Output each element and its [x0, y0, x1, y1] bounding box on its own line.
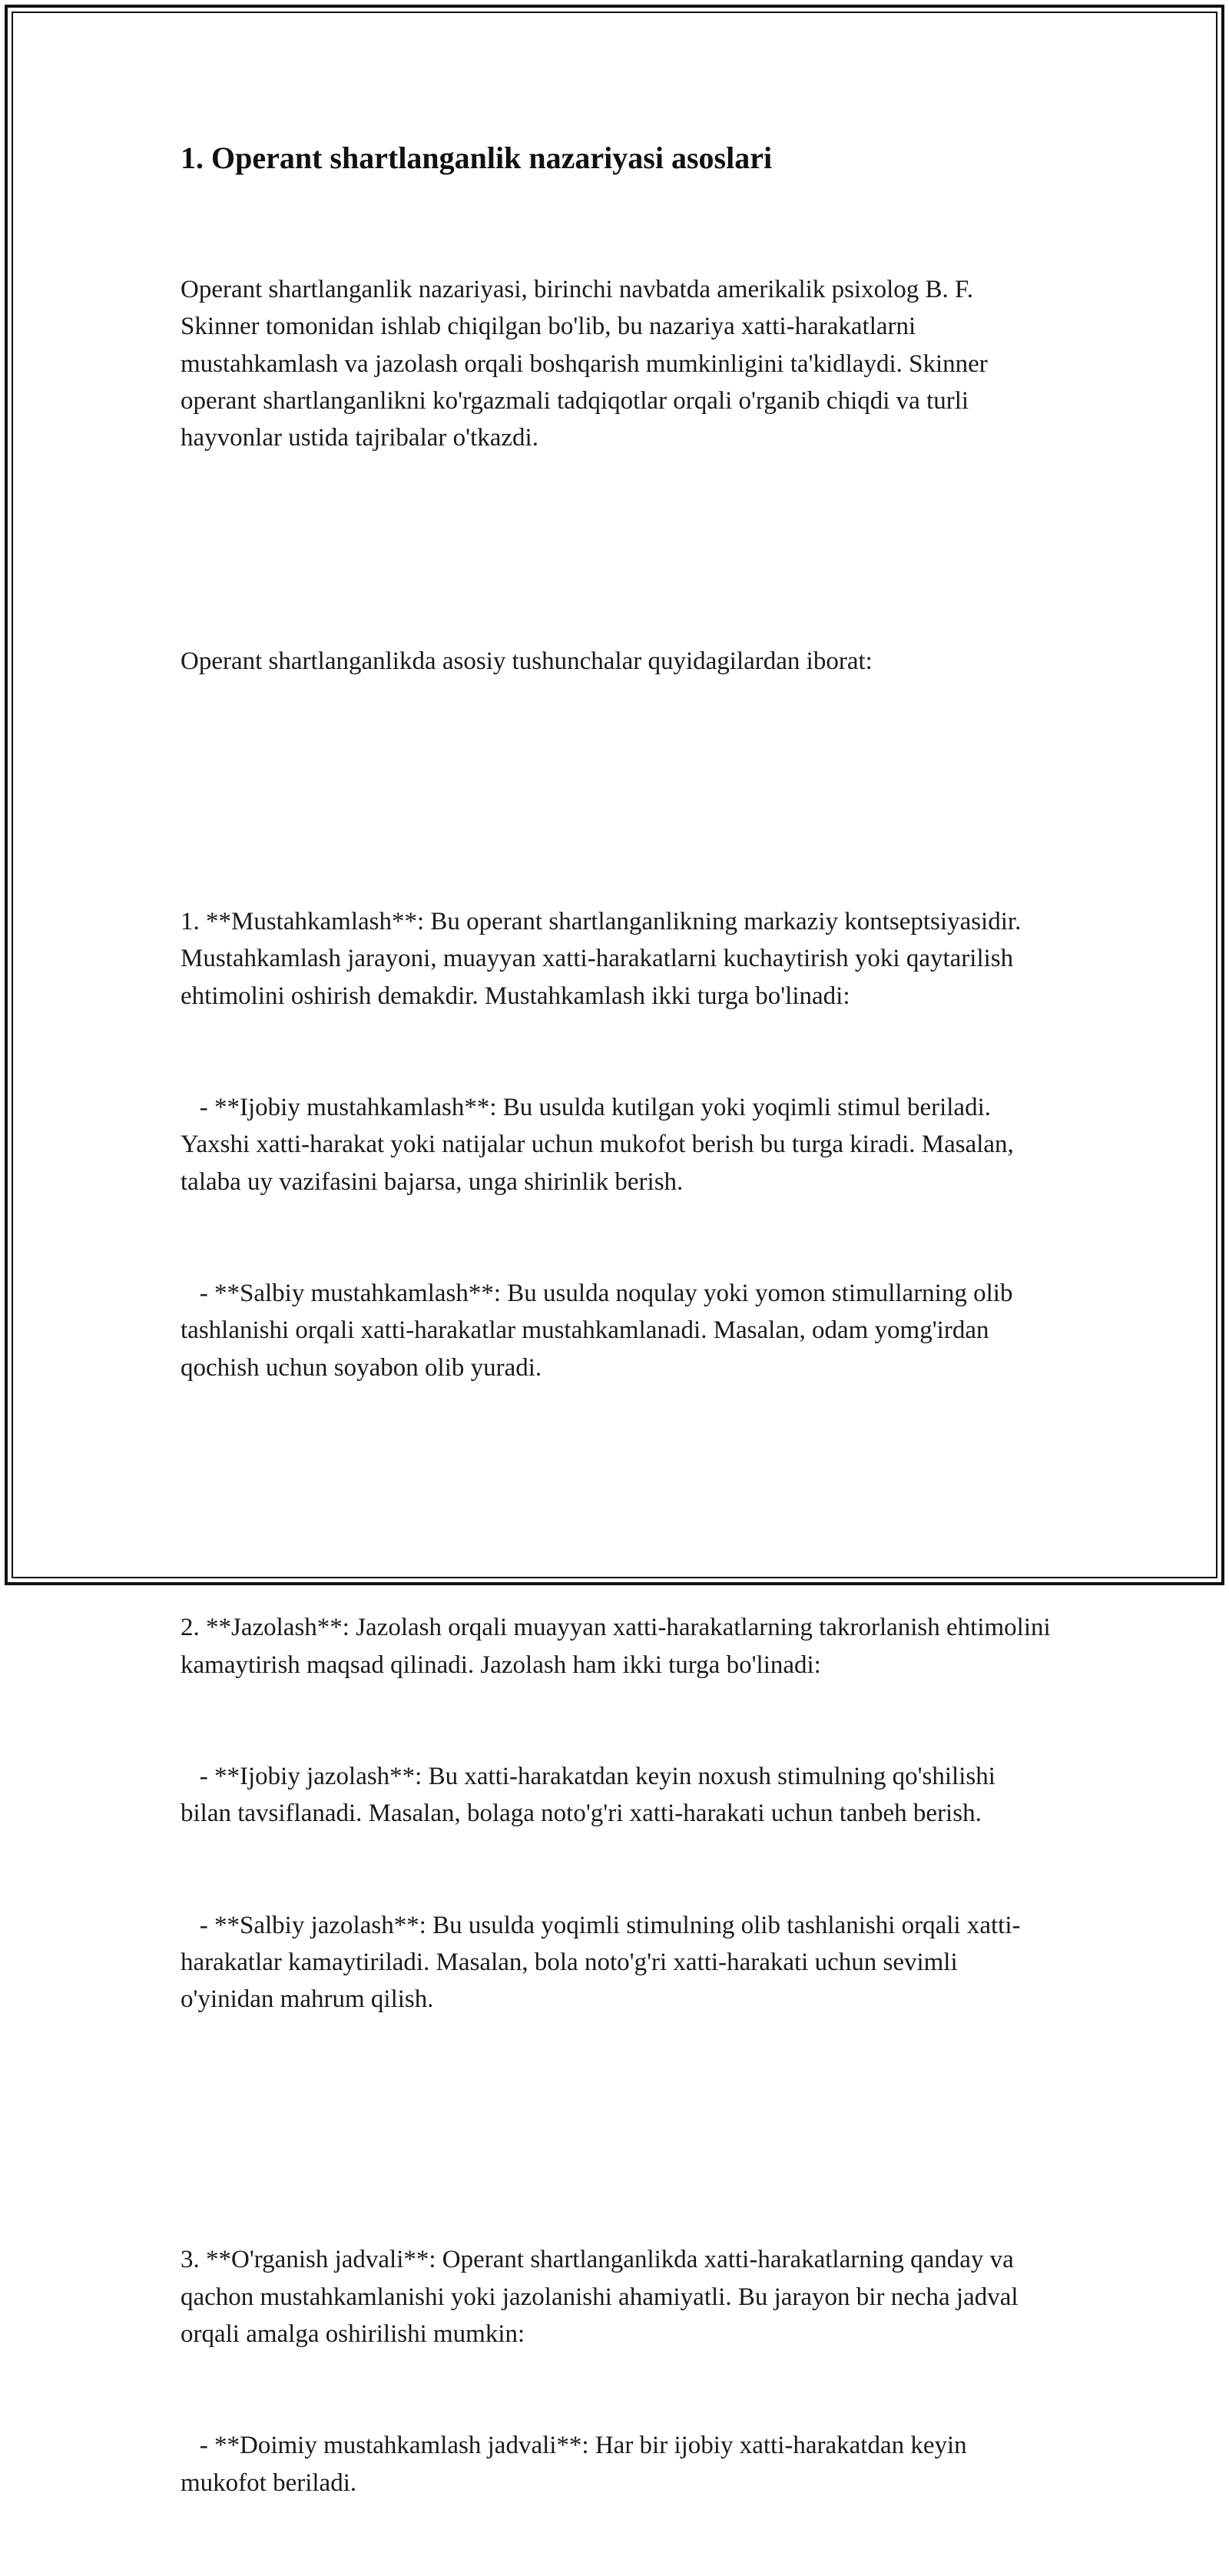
document-text — [181, 197, 1057, 2576]
paragraph-gap — [181, 1461, 1052, 1498]
paragraph-gap — [181, 531, 1052, 568]
sub-item-continuous-schedule: - **Doimiy mustahkamlash jadvali**: Har bir ijobiy xatti-harakatdan keyin mukofot beriladi. — [181, 2432, 973, 2497]
concepts-intro-paragraph: Operant shartlanganlikda asosiy tushunchalar quyidagilardan iborat: — [181, 647, 873, 675]
sub-item-negative-punishment: - **Salbiy jazolash**: Bu usulda yoqimli stimulning olib tashlanishi orqali xatti-harakatlar kamaytiriladi. Masalan, bola noto'g'ri xatti-harakati uchun sevimli o'yinidan mahrum qilish. — [181, 1911, 1021, 2014]
section-heading: 1. Operant shartlanganlik nazariyasi asoslari — [181, 141, 773, 175]
intro-paragraph: Operant shartlanganlik nazariyasi, birinchi navbatda amerikalik psixolog B. F. Skinner tomonidan ishlab chiqilgan bo'lib, bu nazariya xatti-harakatlarni mustahkamlash va jazolash orqali boshqarish mumkinligini ta'kidlaydi. Skinner operant shartlanganlikni ko'rgazmali tadqiqotlar orqali o'rganib chiqdi va turli hayvonlar ustida tajribalar o'tkazdi. — [181, 275, 995, 452]
paragraph-gap — [181, 2093, 1052, 2130]
sub-item-negative-reinforcement: - **Salbiy mustahkamlash**: Bu usulda noqulay yoki yomon stimullarning olib tashlanishi orqali xatti-harakatlar mustahkamlanadi. Masalan, odam yomg'irdan qochish uchun soyabon olib yuradi. — [181, 1279, 1019, 1382]
sub-item-positive-reinforcement: - **Ijobiy mustahkamlash**: Bu usulda kutilgan yoki yoqimli stimul beriladi. Yaxshi xatti-harakat yoki natijalar uchun mukofot berish bu turga kiradi. Masalan, talaba uy vazifasini bajarsa, unga shirinlik berish. — [181, 1093, 1021, 1196]
sub-item-positive-punishment: - **Ijobiy jazolash**: Bu xatti-harakatdan keyin noxush stimulning qo'shilishi bilan tavsiflanadi. Masalan, bolaga noto'g'ri xatti-harakati uchun tanbeh berish. — [181, 1763, 1002, 1828]
document-body — [181, 140, 1057, 2576]
paragraph-gap — [181, 754, 1052, 791]
list-item-punishment: 2. **Jazolash**: Jazolash orqali muayyan xatti-harakatlarning takrorlanish ehtimolini kamaytirish maqsad qilinadi. Jazolash ham ikki turga bo'linadi: — [181, 1614, 1057, 1679]
list-item-learning-schedule: 3. **O'rganish jadvali**: Operant shartlanganlikda xatti-harakatlarning qanday va qachon mustahkamlanishi yoki jazolanishi ahamiyatli. Bu jarayon bir necha jadval orqali amalga oshirilishi mumkin: — [181, 2246, 1025, 2349]
list-item-reinforcement: 1. **Mustahkamlash**: Bu operant shartlanganlikning markaziy kontseptsiyasidir. Mustahkamlash jarayoni, muayyan xatti-harakatlarni kuchaytirish yoki qaytarilish ehtimolini oshirish demakdir. Mustahkamlash ikki turga bo'linadi: — [181, 907, 1028, 1010]
